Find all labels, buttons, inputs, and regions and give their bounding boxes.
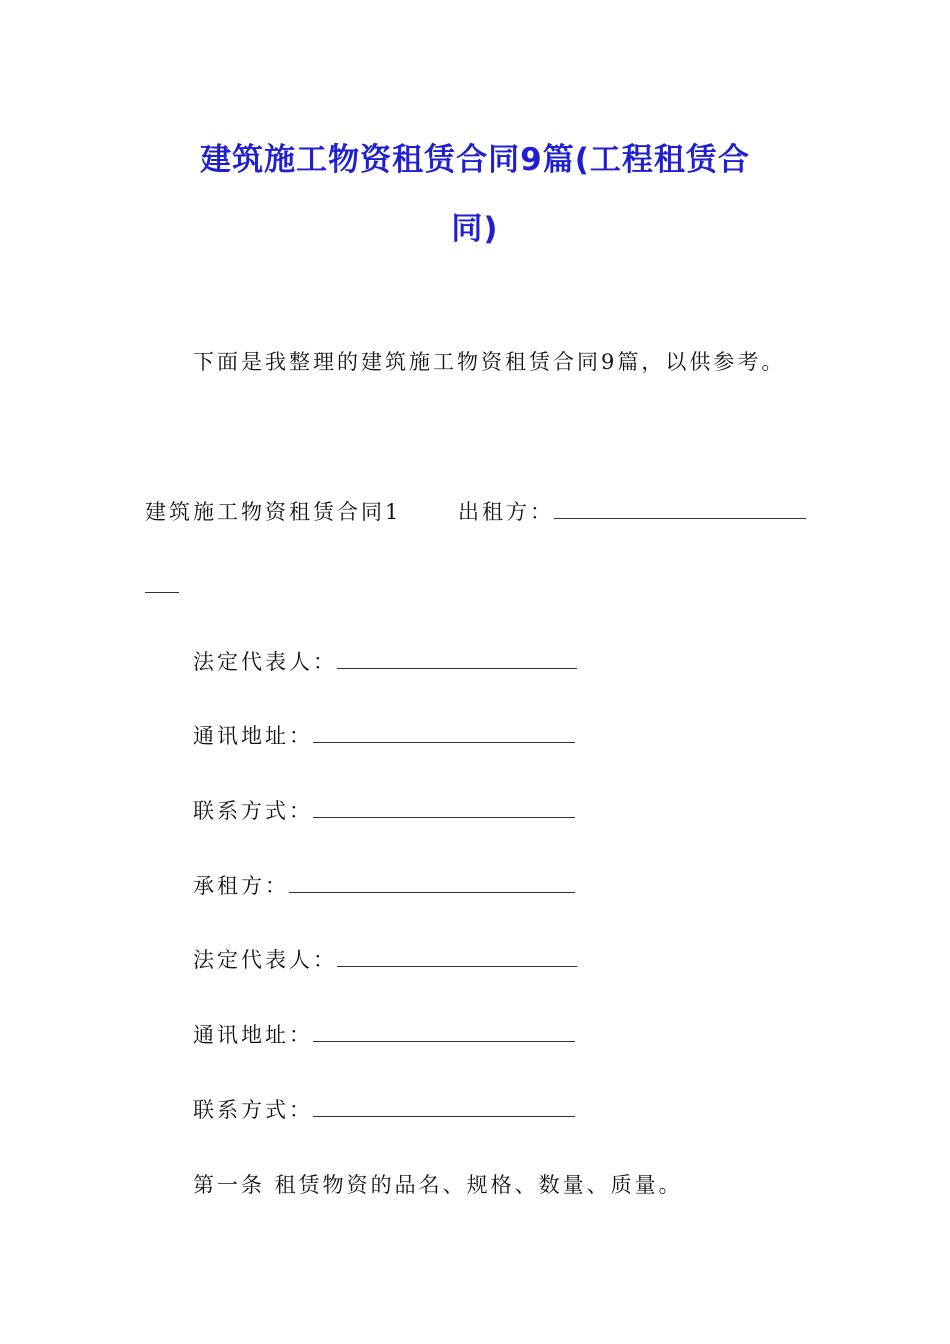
lessee-contact-line [193, 1094, 575, 1124]
lessee-blank [289, 872, 575, 893]
intro-paragraph: 下面是我整理的建筑施工物资租赁合同9篇，以供参考。 [193, 350, 786, 374]
lessor-label: 出租方： [458, 500, 554, 524]
lessee-address-blank [313, 1021, 575, 1042]
lessor-contact-label: 联系方式： [193, 799, 313, 823]
lessee-line [193, 870, 575, 900]
lessee-rep-line [193, 944, 577, 974]
lessee-label: 承租方： [193, 874, 289, 898]
lessor-line [458, 496, 806, 526]
lessee-contact-blank [313, 1096, 575, 1117]
lessor-blank-continuation [145, 592, 179, 593]
lessee-rep-label: 法定代表人： [193, 948, 337, 972]
section-heading: 建筑施工物资租赁合同1 [145, 500, 402, 524]
lessee-rep-blank [337, 946, 577, 967]
article-1: 第一条 租赁物资的品名、规格、数量、质量。 [193, 1173, 683, 1197]
lessor-blank [554, 498, 806, 519]
title-line-1: 建筑施工物资租赁合同9篇(工程租赁合 [200, 142, 750, 178]
lessee-address-line [193, 1019, 575, 1049]
lessor-rep-blank [337, 648, 577, 669]
title-line-2: 同) [451, 211, 499, 247]
lessor-rep-label: 法定代表人： [193, 650, 337, 674]
lessor-address-label: 通讯地址： [193, 724, 313, 748]
lessor-address-blank [313, 722, 575, 743]
lessee-address-label: 通讯地址： [193, 1023, 313, 1047]
lessor-rep-line [193, 646, 577, 676]
lessee-contact-label: 联系方式： [193, 1098, 313, 1122]
lessor-contact-blank [313, 797, 575, 818]
lessor-contact-line [193, 795, 575, 825]
lessor-address-line [193, 720, 575, 750]
